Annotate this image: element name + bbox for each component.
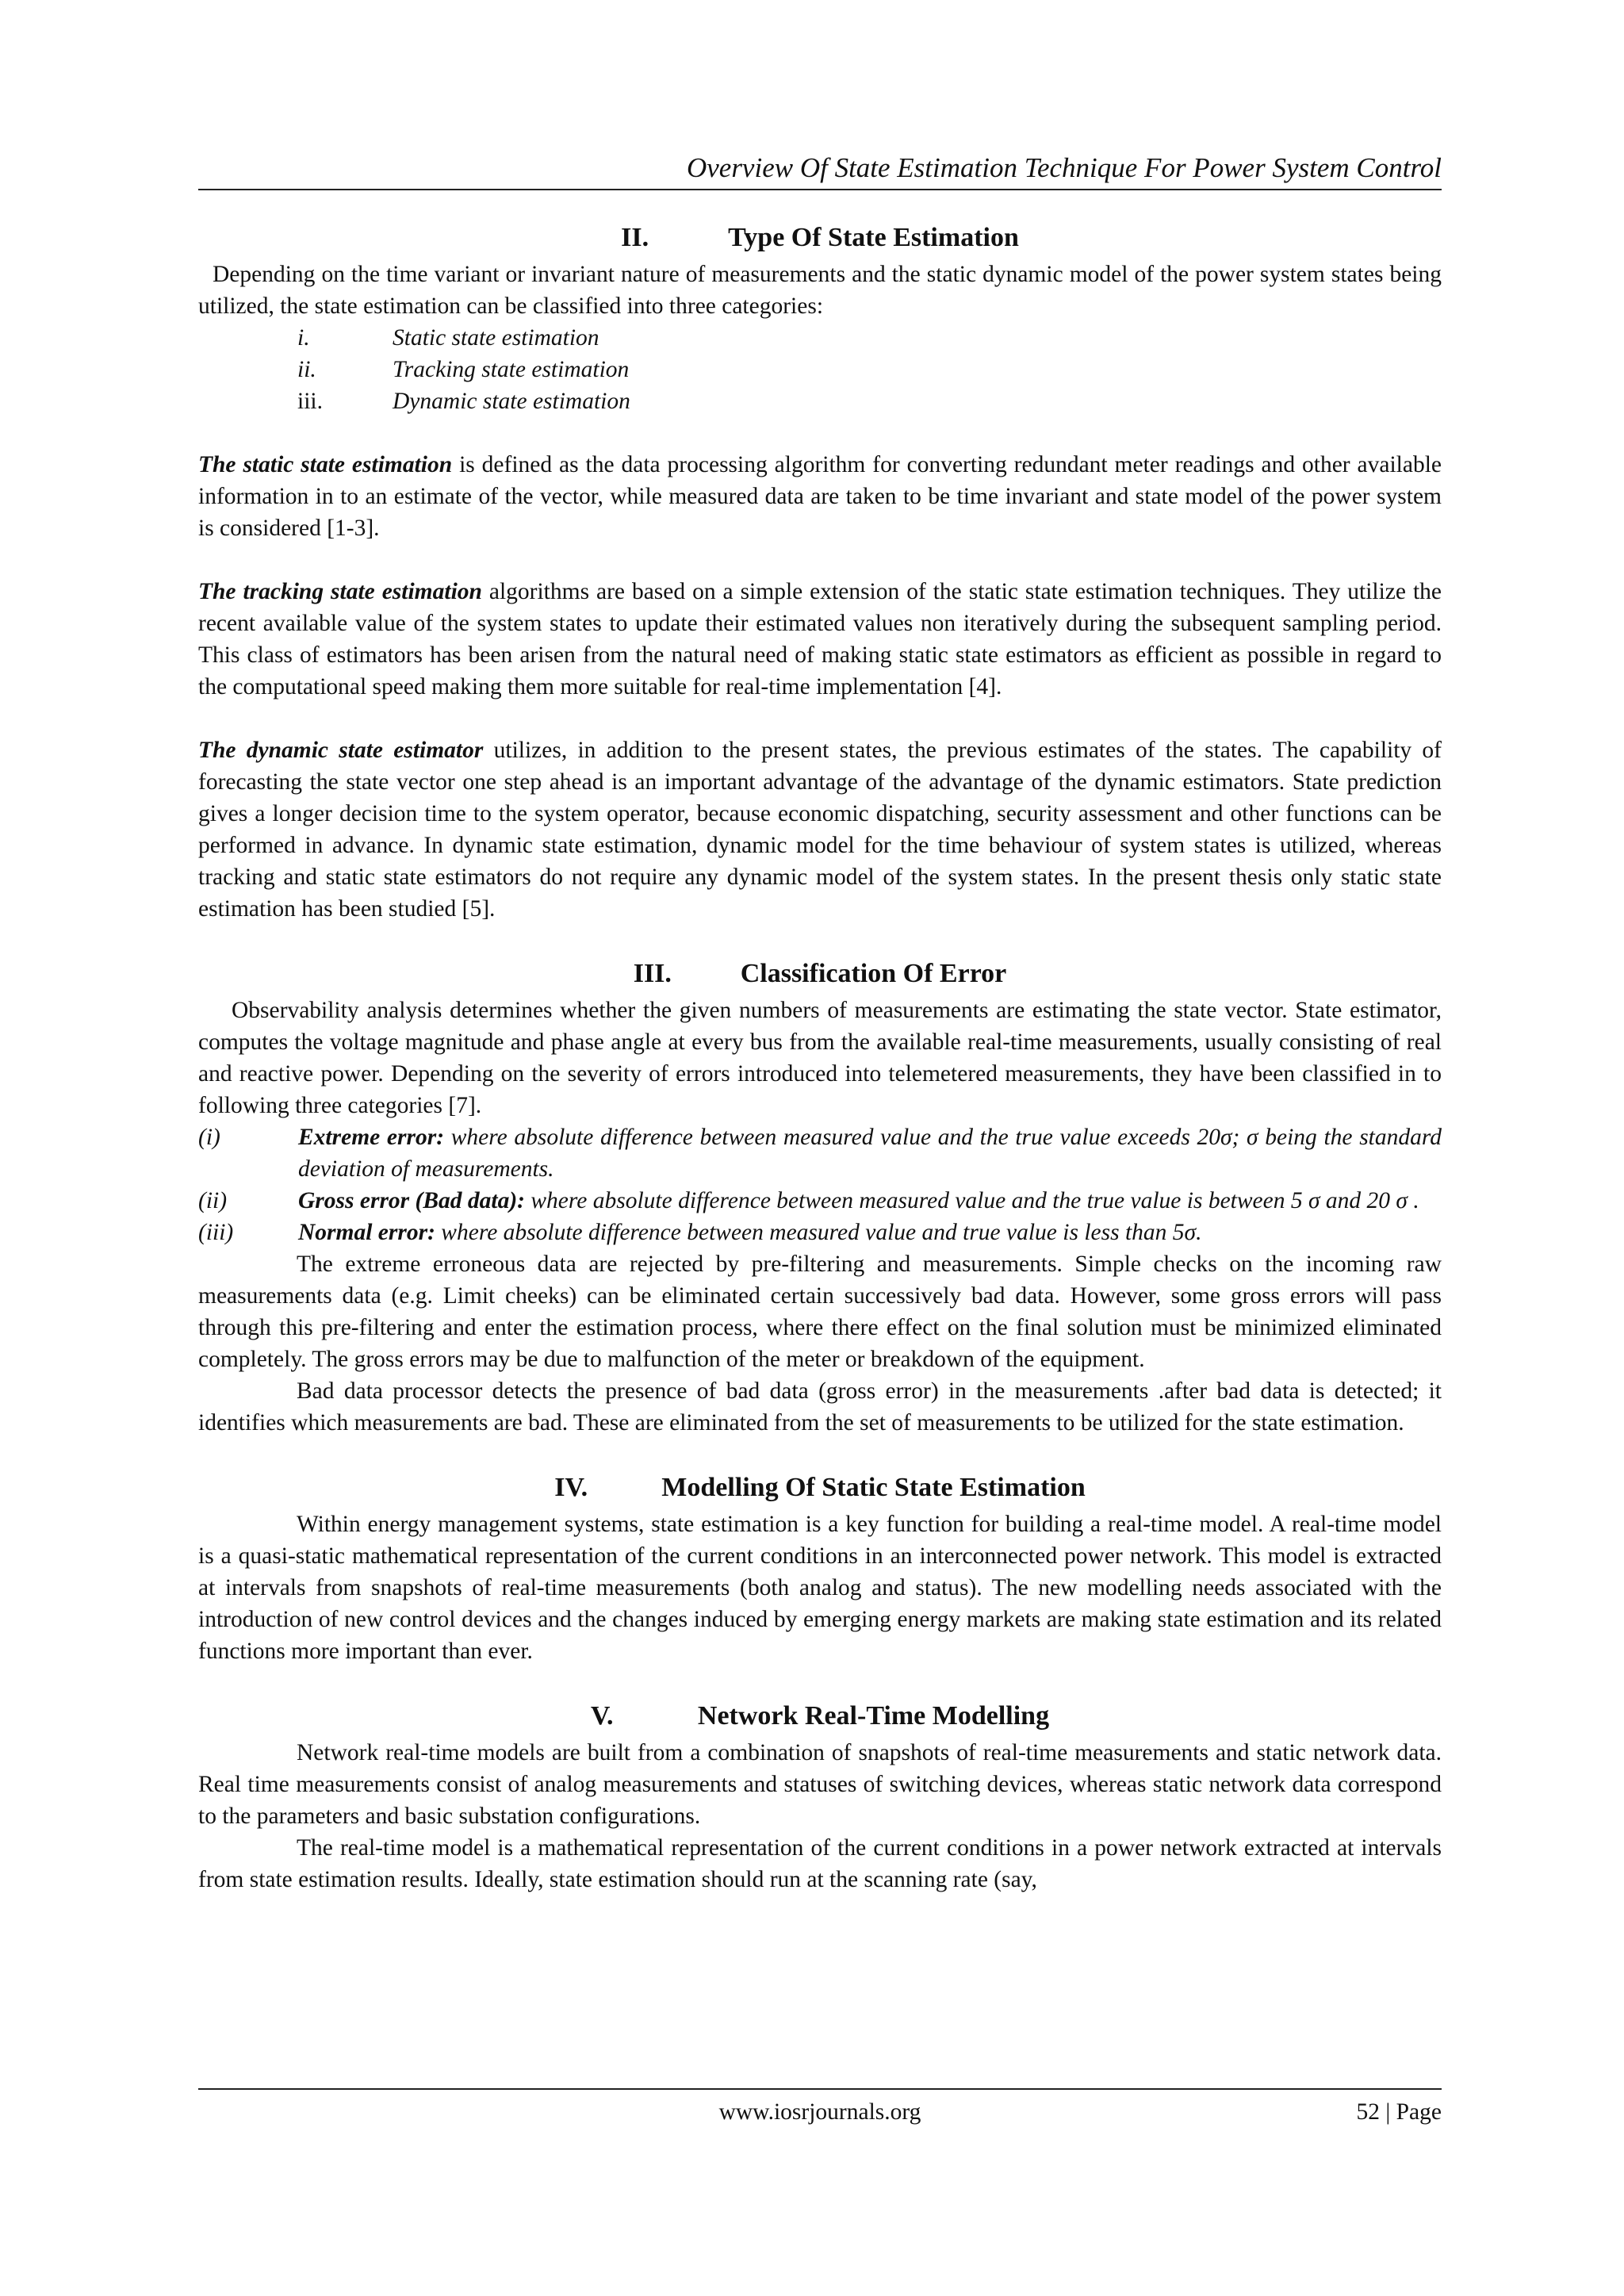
paragraph-text: algorithms are based on a simple extension of the static state estimation techniques. They utilize the recent available value of the system states to update their estimated values non iteratively during the subsequent sampling period. This class of estimators has been arisen from the natural need of making static state estimators as efficient as possible in regard to the computational speed making them more suitable for real-time implementation [4].	[198, 579, 1442, 700]
error-marker: (iii)	[198, 1220, 234, 1245]
list-item	[198, 385, 1442, 417]
error-lead: Extreme error:	[298, 1125, 445, 1150]
paragraph: Observability analysis determines whether the given numbers of measurements are estimating the state vector. State estimator, computes the voltage magnitude and phase angle at every bus from the available real-time measurements, usually consisting of real and reactive power. Depending on the severity of errors introduced into telemetered measurements, they have been classified in to following three categories [7].	[198, 998, 1442, 1118]
section-number: IV.	[554, 1473, 588, 1502]
section-title: Network Real-Time Modelling	[697, 1701, 1050, 1731]
term-lead: The dynamic state estimator	[198, 738, 484, 763]
list-item-text: Static state estimation	[393, 325, 599, 351]
section-number: III.	[633, 959, 672, 988]
section-number: V.	[590, 1701, 614, 1731]
section-heading-4	[198, 1470, 1442, 1505]
paragraph-text: is defined as the data processing algorithm for converting redundant meter readings and other available information in to an estimate of the vector, while measured data are taken to be time invariant and state model of the power system is considered [1-3].	[198, 452, 1442, 541]
section-title: Modelling Of Static State Estimation	[661, 1473, 1086, 1502]
paragraph: Depending on the time variant or invariant nature of measurements and the static dynamic model of the power system states being utilized, the state estimation can be classified into three categories:	[198, 262, 1442, 319]
term-lead: The tracking state estimation	[198, 579, 482, 604]
journal-website: www.iosrjournals.org	[718, 2099, 921, 2125]
error-text: where absolute difference between measured value and true value is less than 5σ.	[435, 1220, 1202, 1245]
error-lead: Normal error:	[298, 1220, 435, 1245]
section-number: II.	[621, 223, 649, 252]
term-lead: The static state estimation	[198, 452, 453, 477]
paragraph	[198, 576, 1442, 703]
list-item-text: Dynamic state estimation	[393, 389, 630, 414]
paragraph: Bad data processor detects the presence of bad data (gross error) in the measurements .after bad data is detected; it identifies which measurements are bad. These are eliminated from the set of measurements to be utilized for the state estimation.	[198, 1378, 1442, 1435]
list-marker: ii.	[297, 357, 316, 382]
paragraph: Network real-time models are built from a combination of snapshots of real-time measurements and static network data. Real time measurements consist of analog measurements and statuses of switching devices, whereas static network data correspond to the parameters and basic substation configurations.	[198, 1740, 1442, 1829]
estimation-type-list	[198, 322, 1442, 417]
paragraph: The extreme erroneous data are rejected by pre-filtering and measurements. Simple checks on the incoming raw measurements data (e.g. Limit cheeks) can be eliminated certain successively bad data. However, some gross errors will pass through this pre-filtering and enter the estimation process, where there effect on the final solution must be minimized eliminated completely. The gross errors may be due to malfunction of the meter or breakdown of the equipment.	[198, 1251, 1442, 1372]
section-heading-3	[198, 956, 1442, 991]
paragraph: The real-time model is a mathematical representation of the current conditions in a power network extracted at intervals from state estimation results. Ideally, state estimation should run at the scanning rate (say,	[198, 1835, 1442, 1892]
list-marker: iii.	[297, 389, 323, 414]
error-item	[198, 1217, 1442, 1248]
running-header: Overview Of State Estimation Technique For Power System Control	[198, 151, 1442, 190]
error-text: where absolute difference between measured value and the true value is between 5 σ and 20 σ .	[525, 1188, 1419, 1213]
list-item-text: Tracking state estimation	[393, 357, 630, 382]
error-marker: (ii)	[198, 1188, 228, 1213]
error-lead: Gross error (Bad data):	[298, 1188, 525, 1213]
page-number: 52 | Page	[1356, 2099, 1442, 2125]
paragraph	[198, 449, 1442, 544]
error-marker: (i)	[198, 1125, 220, 1150]
section-heading-5	[198, 1699, 1442, 1734]
error-item	[198, 1185, 1442, 1217]
page-footer	[198, 2088, 1442, 2128]
list-marker: i.	[297, 325, 310, 351]
list-item	[198, 322, 1442, 354]
list-item	[198, 354, 1442, 385]
error-text: where absolute difference between measured value and the true value exceeds 20σ; σ being the standard deviation of measurements.	[298, 1125, 1442, 1182]
section-title: Classification Of Error	[740, 959, 1007, 988]
section-title: Type Of State Estimation	[728, 223, 1019, 252]
paragraph-text: utilizes, in addition to the present states, the previous estimates of the states. The capability of forecasting the state vector one step ahead is an important advantage of the advantage of the dynamic estimators. State prediction gives a longer decision time to the system operator, because economic dispatching, security assessment and other functions can be performed in advance. In dynamic state estimation, dynamic model for the time behaviour of system states is utilized, whereas tracking and static state estimators do not require any dynamic model of the system states. In the present thesis only static state estimation has been studied [5].	[198, 738, 1442, 922]
page	[198, 151, 1442, 1895]
error-item	[198, 1121, 1442, 1185]
section-heading-2	[198, 220, 1442, 255]
paragraph: Within energy management systems, state estimation is a key function for building a real-time model. A real-time model is a quasi-static mathematical representation of the current conditions in an interconnected power network. This model is extracted at intervals from snapshots of real-time measurements (both analog and status). The new modelling needs associated with the introduction of new control devices and the changes induced by emerging energy markets are making state estimation and its related functions more important than ever.	[198, 1512, 1442, 1664]
paragraph	[198, 734, 1442, 925]
